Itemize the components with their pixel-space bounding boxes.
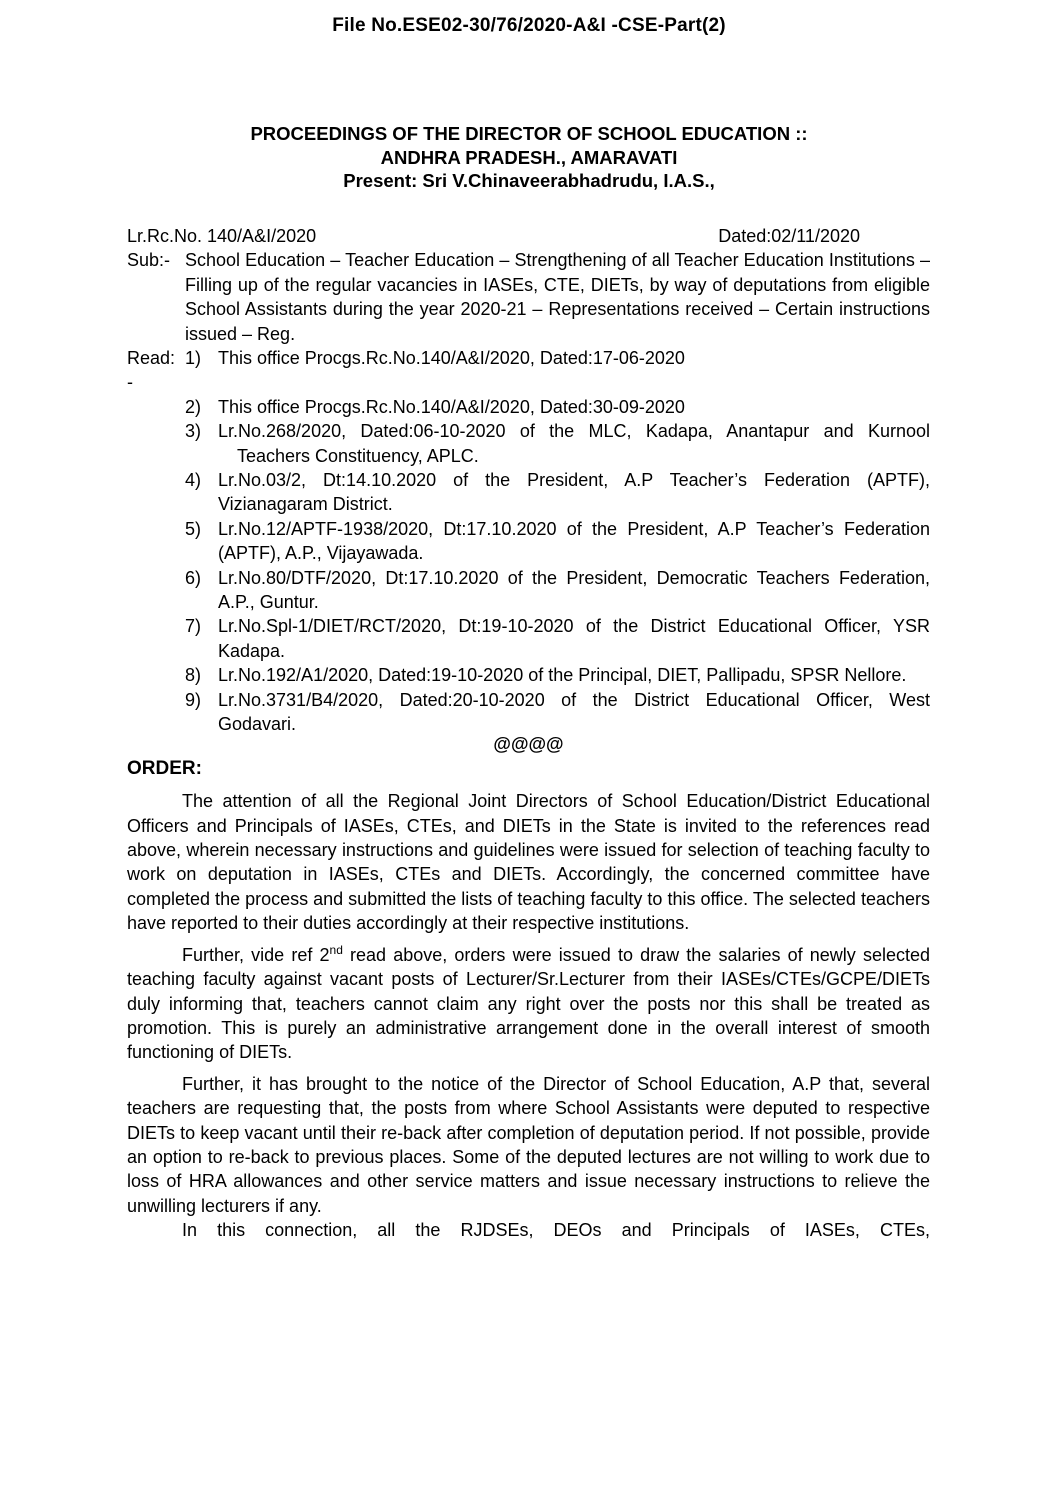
order-paragraph-4: In this connection, all the RJDSEs, DEOs and Principals of IASEs, CTEs,	[182, 1220, 930, 1241]
subject-label: Sub:-	[127, 250, 171, 271]
read-item-text: Lr.No.80/DTF/2020, Dt:17.10.2020 of the President, Democratic Teachers Federation, A.P., Guntur.	[218, 567, 930, 612]
subject-block	[127, 248, 930, 346]
read-item	[127, 346, 930, 370]
order-paragraph-1: The attention of all the Regional Joint Directors of School Education/District Educational Officers and Principals of IASEs, CTEs, and DIETs in the State is invited to the references read above, wherein necessary instructions and guidelines were issued for selection of teaching faculty to work on deputation in IASEs, CTEs and DIETs. Accordingly, the concerned committee have completed the process and submitted the lists of teaching faculty to this office. The selected teachers have reported to their duties accordingly at their respective institutions.	[127, 791, 930, 934]
read-item-number: 9)	[185, 689, 202, 710]
read-item-text: Lr.No.03/2, Dt:14.10.2020 of the President, A.P Teacher’s Federation (APTF), Vizianagaram District.	[218, 469, 930, 515]
read-dash: -	[127, 372, 133, 393]
proceedings-title	[0, 122, 1058, 193]
read-item	[185, 517, 930, 566]
read-item	[185, 614, 930, 663]
paragraph-text: Further, vide ref 2	[182, 944, 330, 965]
reference-line	[127, 224, 930, 248]
order-paragraph-3: Further, it has brought to the notice of the Director of School Education, A.P that, several teachers are requesting that, the posts from where School Assistants were deputed to respective DIETs to keep vacant until their re-back after completion of deputation period. If not possible, provide an option to re-back to previous places. Some of the deputed lectures are not willing to work due to loss of HRA allowances and other service matters and issue necessary instructions to relieve the unwilling lecturers if any.	[127, 1073, 930, 1216]
reference-date: Dated:02/11/2020	[718, 225, 860, 246]
read-item-text: This office Procgs.Rc.No.140/A&I/2020, Dated:17-06-2020	[218, 347, 685, 368]
read-item-text: Lr.No.Spl-1/DIET/RCT/2020, Dt:19-10-2020 of the District Educational Officer, YSR Kadapa.	[218, 616, 930, 661]
read-item-number: 5)	[185, 518, 202, 539]
read-item	[185, 419, 930, 468]
ordinal-superscript: nd	[329, 942, 343, 957]
section-separator: @@@@	[493, 734, 564, 755]
read-references-block	[127, 346, 930, 737]
paragraph-text: read above, orders were issued to draw the salaries of newly selected teaching faculty against vacant posts of Lecturer/Sr.Lecturer from their IASEs/CTEs/GCPE/DIETs duly informing that, teachers cannot claim any right over the posts nor this shall be treated as promotion. This is purely an administrative arrangement done in the overall interest of smooth functioning of DIETs.	[127, 944, 930, 1063]
read-item-number: 1)	[185, 347, 202, 368]
read-item-text: Lr.No.3731/B4/2020, Dated:20-10-2020 of the District Educational Officer, West Godavari.	[218, 689, 930, 735]
read-item-number: 6)	[185, 567, 202, 588]
document-body	[127, 224, 930, 1243]
read-item	[185, 566, 930, 615]
read-item-number: 2)	[185, 396, 202, 417]
order-paragraph-2	[127, 943, 930, 1065]
read-item	[185, 395, 930, 419]
read-item-text: This office Procgs.Rc.No.140/A&I/2020, Dated:30-09-2020	[218, 396, 685, 417]
title-line-2: ANDHRA PRADESH., AMARAVATI	[380, 146, 678, 168]
read-item-number: 4)	[185, 469, 202, 490]
read-item	[185, 468, 930, 517]
read-item-number: 3)	[185, 421, 202, 442]
reference-number: Lr.Rc.No. 140/A&I/2020	[127, 225, 317, 246]
read-item-text: Lr.No.268/2020, Dated:06-10-2020 of the MLC, Kadapa, Anantapur and Kurnool Teachers Constituency, APLC.	[218, 421, 930, 466]
read-item-text: Lr.No.192/A1/2020, Dated:19-10-2020 of the Principal, DIET, Pallipadu, SPSR Nellore.	[218, 665, 907, 686]
title-line-1: PROCEEDINGS OF THE DIRECTOR OF SCHOOL EDUCATION ::	[250, 123, 808, 145]
read-item-number: 7)	[185, 616, 202, 637]
file-number-header: File No.ESE02-30/76/2020-A&I -CSE-Part(2)	[332, 15, 726, 36]
read-item	[185, 663, 930, 687]
subject-text: School Education – Teacher Education – Strengthening of all Teacher Education Institutions – Filling up of the regular vacancies in IASEs, CTE, DIETs, by way of deputations from eligible School Assistants during the year 2020-21 – Representations received – Certain instructions issued – Reg.	[185, 250, 930, 344]
order-heading: ORDER:	[127, 757, 202, 779]
title-line-3: Present: Sri V.Chinaveerabhadrudu, I.A.S.,	[343, 170, 715, 192]
read-label: Read:	[127, 347, 176, 368]
read-item	[185, 688, 930, 737]
read-item-number: 8)	[185, 665, 202, 686]
read-item-text: Lr.No.12/APTF-1938/2020, Dt:17.10.2020 of the President, A.P Teacher’s Federation (APTF), A.P., Vijayawada.	[218, 518, 930, 564]
